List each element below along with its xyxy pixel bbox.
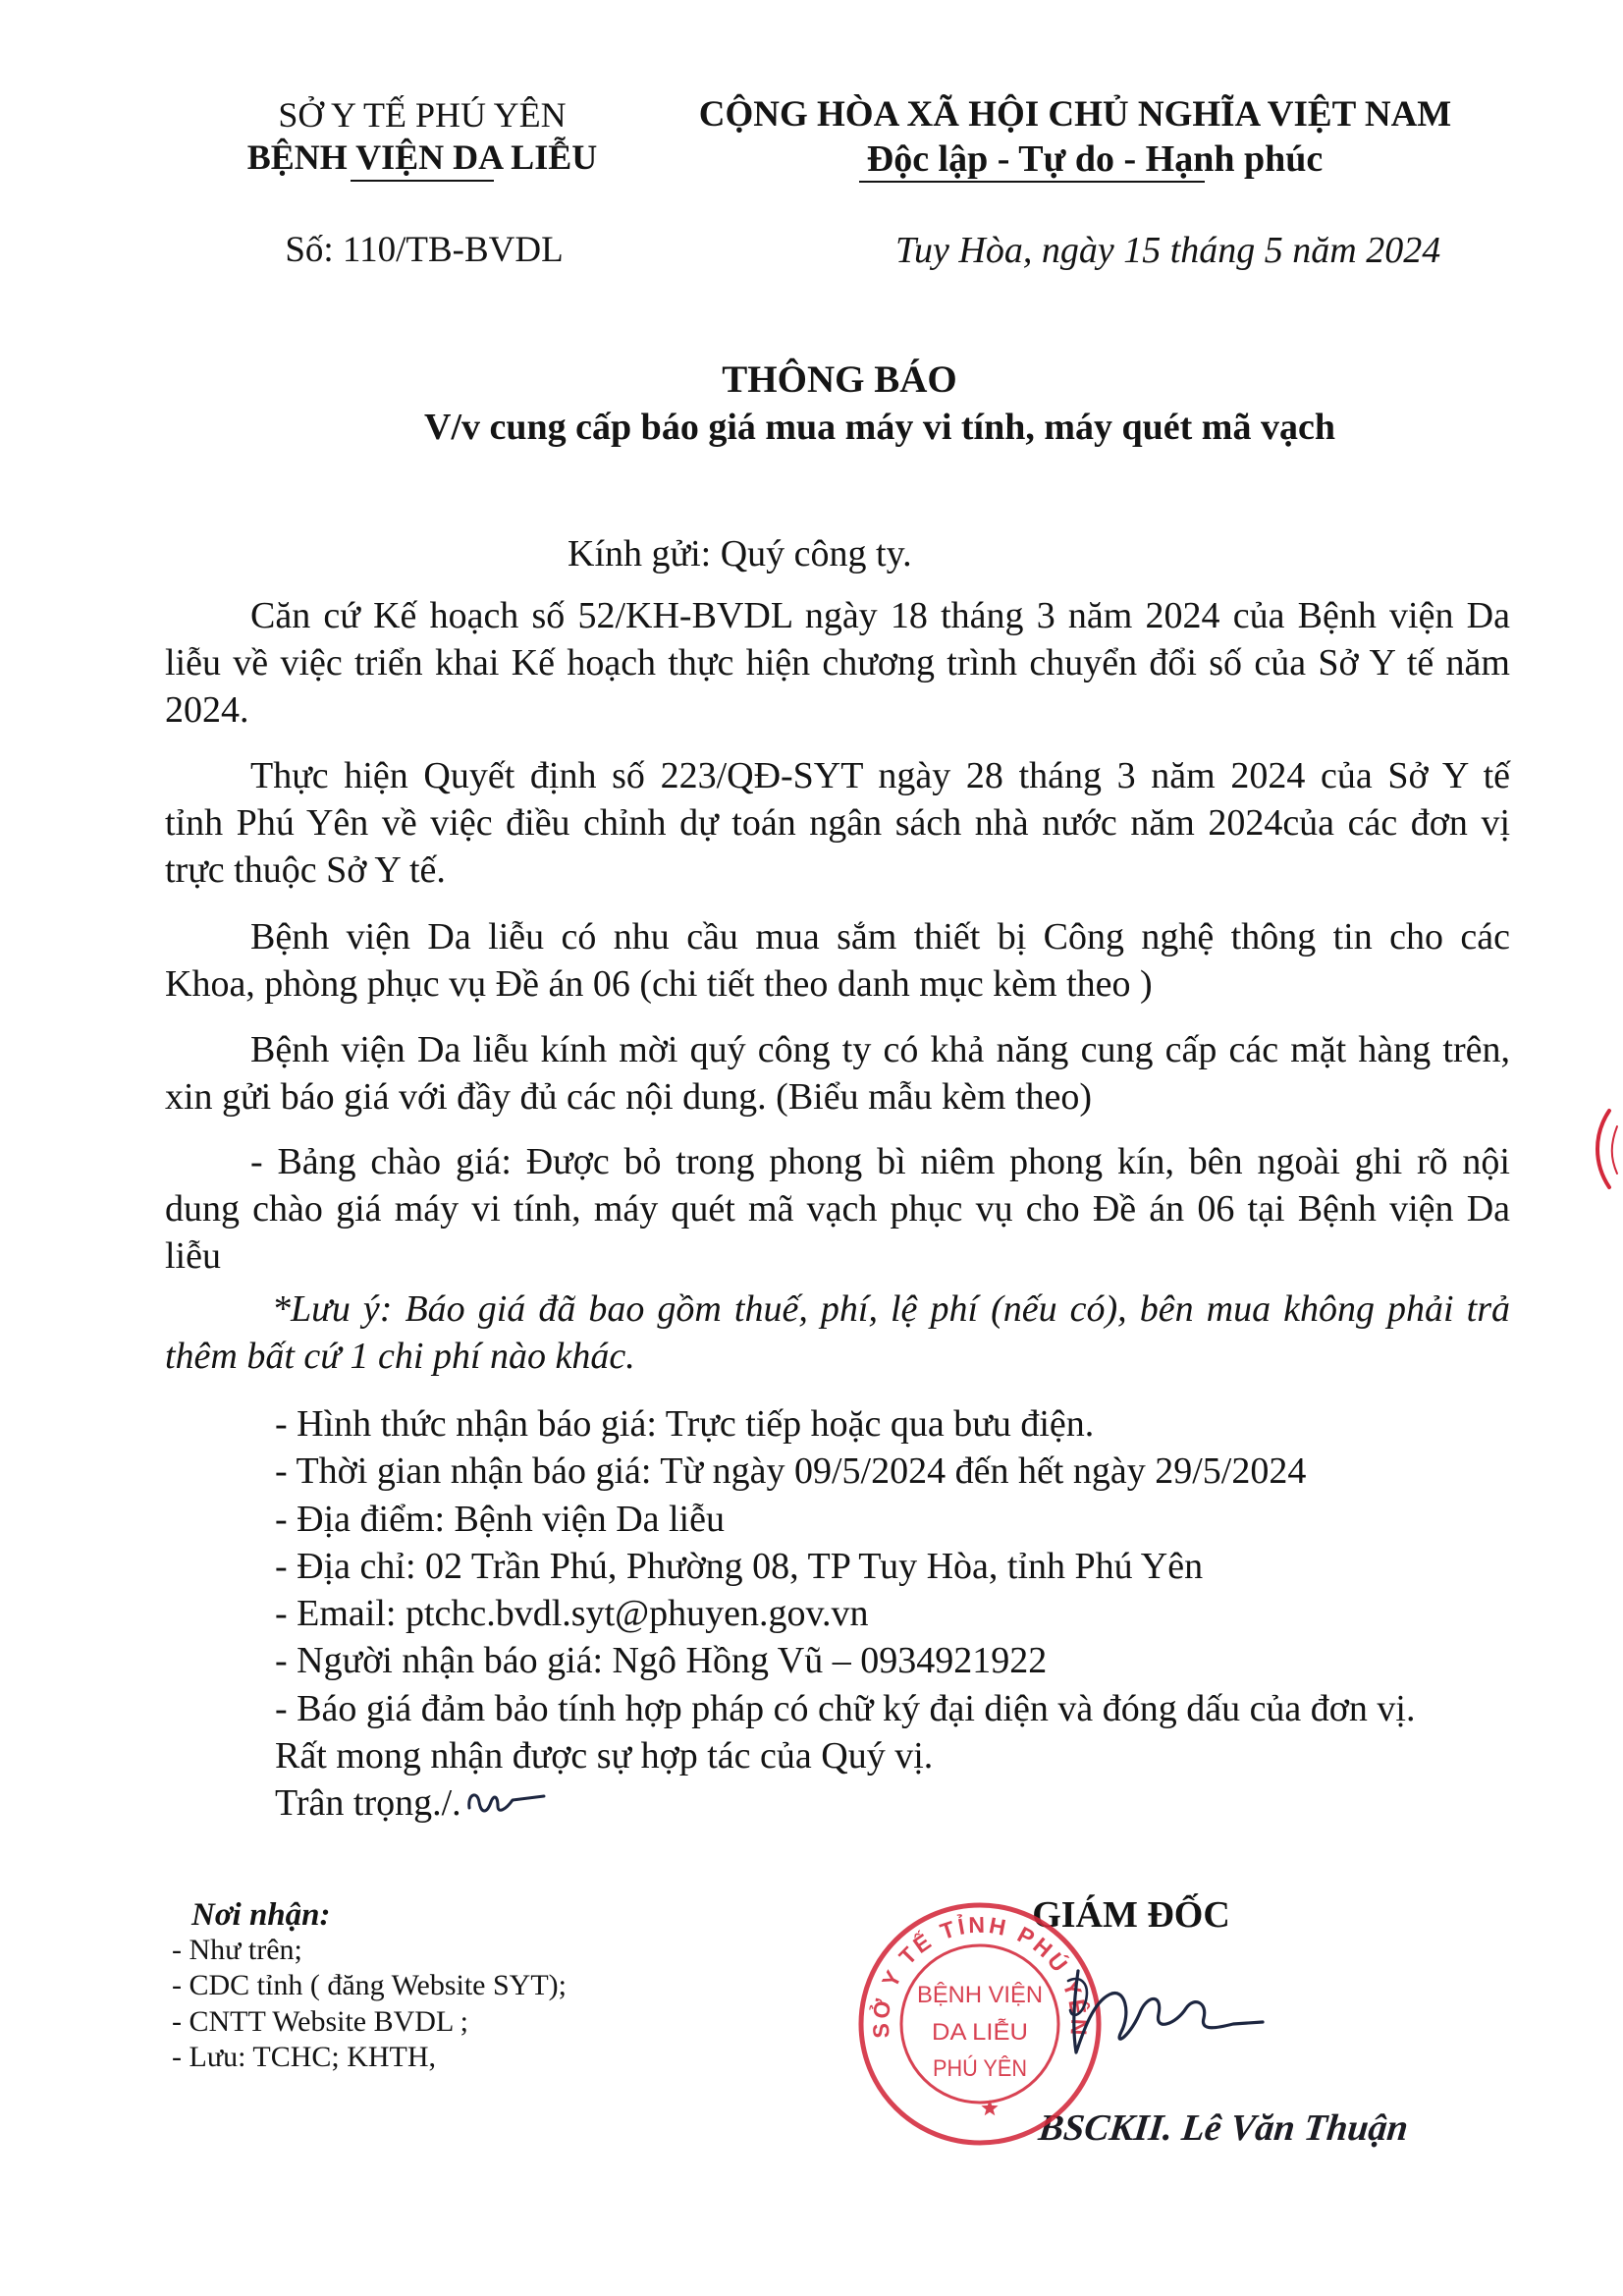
greeting: Kính gửi: Quý công ty. bbox=[568, 533, 912, 574]
agency-name: SỞ Y TẾ PHÚ YÊN bbox=[278, 95, 567, 135]
closing-hope: Rất mong nhận được sự hợp tác của Quý vị. bbox=[275, 1734, 934, 1777]
recipient-item: - CDC tỉnh ( đăng Website SYT); bbox=[172, 1969, 567, 2002]
paragraph-line: 2024. bbox=[165, 689, 249, 731]
paragraph-line: trực thuộc Sở Y tế. bbox=[165, 849, 446, 891]
detail-item: - Thời gian nhận báo giá: Từ ngày 09/5/2024 đến hết ngày 29/5/2024 bbox=[275, 1450, 1307, 1493]
note-line: thêm bất cứ 1 chi phí nào khác. bbox=[165, 1336, 635, 1377]
detail-item: - Người nhận báo giá: Ngô Hồng Vũ – 0934921922 bbox=[275, 1640, 1048, 1682]
details-list bbox=[275, 1400, 1415, 1827]
unit-underline bbox=[351, 180, 494, 182]
recipients-heading: Nơi nhận: bbox=[191, 1897, 331, 1933]
paragraph-line: Khoa, phòng phục vụ Đề án 06 (chi tiết theo danh mục kèm theo ) bbox=[165, 963, 1153, 1005]
detail-item: - Báo giá đảm bảo tính hợp pháp có chữ ký đại diện và đóng dấu của đơn vị. bbox=[275, 1687, 1416, 1729]
closing-regards: Trân trọng./. bbox=[275, 1782, 461, 1824]
paragraph-decision bbox=[165, 752, 1510, 894]
paragraph-basis-plan bbox=[165, 592, 1510, 734]
paragraph-line: dung chào giá máy vi tính, máy quét mã vạch phục vụ cho Đề án 06 tại Bệnh viện Da bbox=[165, 1188, 1510, 1230]
notice-subject: V/v cung cấp báo giá mua máy vi tính, máy quét mã vạch bbox=[424, 407, 1335, 448]
page-seal-edge-mark bbox=[1586, 1105, 1623, 1193]
signer-name: BSCKII. Lê Văn Thuận bbox=[1036, 2107, 1411, 2149]
recipients-list bbox=[172, 1933, 567, 2075]
detail-item: - Hình thức nhận báo giá: Trực tiếp hoặc qua bưu điện. bbox=[275, 1403, 1095, 1445]
stamp-line-2: DA LIỄU bbox=[932, 2019, 1023, 2046]
recipient-item: - Như trên; bbox=[172, 1934, 302, 1966]
paragraph-line: Căn cứ Kế hoạch số 52/KH-BVDL ngày 18 tháng 3 năm 2024 của Bệnh viện Da bbox=[250, 595, 1510, 636]
initials-mark bbox=[461, 1782, 550, 1822]
paragraph-line: Bệnh viện Da liễu có nhu cầu mua sắm thiết bị Công nghệ thông tin cho các bbox=[250, 916, 1510, 957]
stamp-ring-textpath: SỞ Y TẾ TỈNH PHÚ YÊN bbox=[867, 1911, 1093, 2040]
stamp-line-3: PHÚ YÊN bbox=[933, 2055, 1027, 2082]
detail-item: - Địa chỉ: 02 Trần Phú, Phường 08, TP Tuy Hòa, tỉnh Phú Yên bbox=[275, 1545, 1204, 1587]
paragraph-line: liễu về việc triển khai Kế hoạch thực hiện chương trình chuyển đổi số của Sở Y tế năm bbox=[165, 642, 1510, 683]
paragraph-line: Thực hiện Quyết định số 223/QĐ-SYT ngày 28 tháng 3 năm 2024 của Sở Y tế bbox=[250, 755, 1510, 796]
unit-name: BỆNH VIỆN DA LIỄU bbox=[246, 137, 598, 177]
paragraph-line: Bệnh viện Da liễu kính mời quý công ty có khả năng cung cấp các mặt hàng trên, bbox=[250, 1029, 1510, 1070]
paragraph-quotation-envelope bbox=[165, 1138, 1510, 1280]
document-number: Số: 110/TB-BVDL bbox=[285, 230, 564, 270]
detail-item: - Địa điểm: Bệnh viện Da liễu bbox=[275, 1498, 725, 1540]
paragraph-line: xin gửi báo giá với đầy đủ các nội dung. (Biểu mẫu kèm theo) bbox=[165, 1076, 1093, 1118]
national-title: CỘNG HÒA XÃ HỘI CHỦ NGHĨA VIỆT NAM bbox=[698, 94, 1452, 135]
place-date: Tuy Hòa, ngày 15 tháng 5 năm 2024 bbox=[895, 230, 1441, 271]
signer-position: GIÁM ĐỐC bbox=[1032, 1894, 1230, 1936]
paragraph-need bbox=[165, 913, 1510, 1008]
paragraph-line: liễu bbox=[165, 1235, 221, 1277]
paragraph-invitation bbox=[165, 1026, 1510, 1121]
notice-title: THÔNG BÁO bbox=[722, 358, 957, 401]
national-motto: Độc lập - Tự do - Hạnh phúc bbox=[866, 138, 1324, 180]
stamp-line-1: BỆNH VIỆN bbox=[917, 1982, 1043, 2008]
recipient-item: - CNTT Website BVDL ; bbox=[172, 2004, 469, 2038]
detail-item-email: - Email: ptchc.bvdl.syt@phuyen.gov.vn bbox=[275, 1593, 869, 1634]
motto-underline bbox=[859, 181, 1205, 183]
recipient-item: - Lưu: TCHC; KHTH, bbox=[172, 2040, 437, 2073]
note-paragraph bbox=[165, 1285, 1510, 1380]
paragraph-line: tỉnh Phú Yên về việc điều chỉnh dự toán ngân sách nhà nước năm 2024của các đơn vị bbox=[165, 802, 1510, 844]
note-line: *Lưu ý: Báo giá đã bao gồm thuế, phí, lệ phí (nếu có), bên mua không phải trả bbox=[272, 1288, 1510, 1330]
handwritten-signature bbox=[1060, 1959, 1276, 2077]
paragraph-line: - Bảng chào giá: Được bỏ trong phong bì niêm phong kín, bên ngoài ghi rõ nội bbox=[250, 1141, 1510, 1182]
